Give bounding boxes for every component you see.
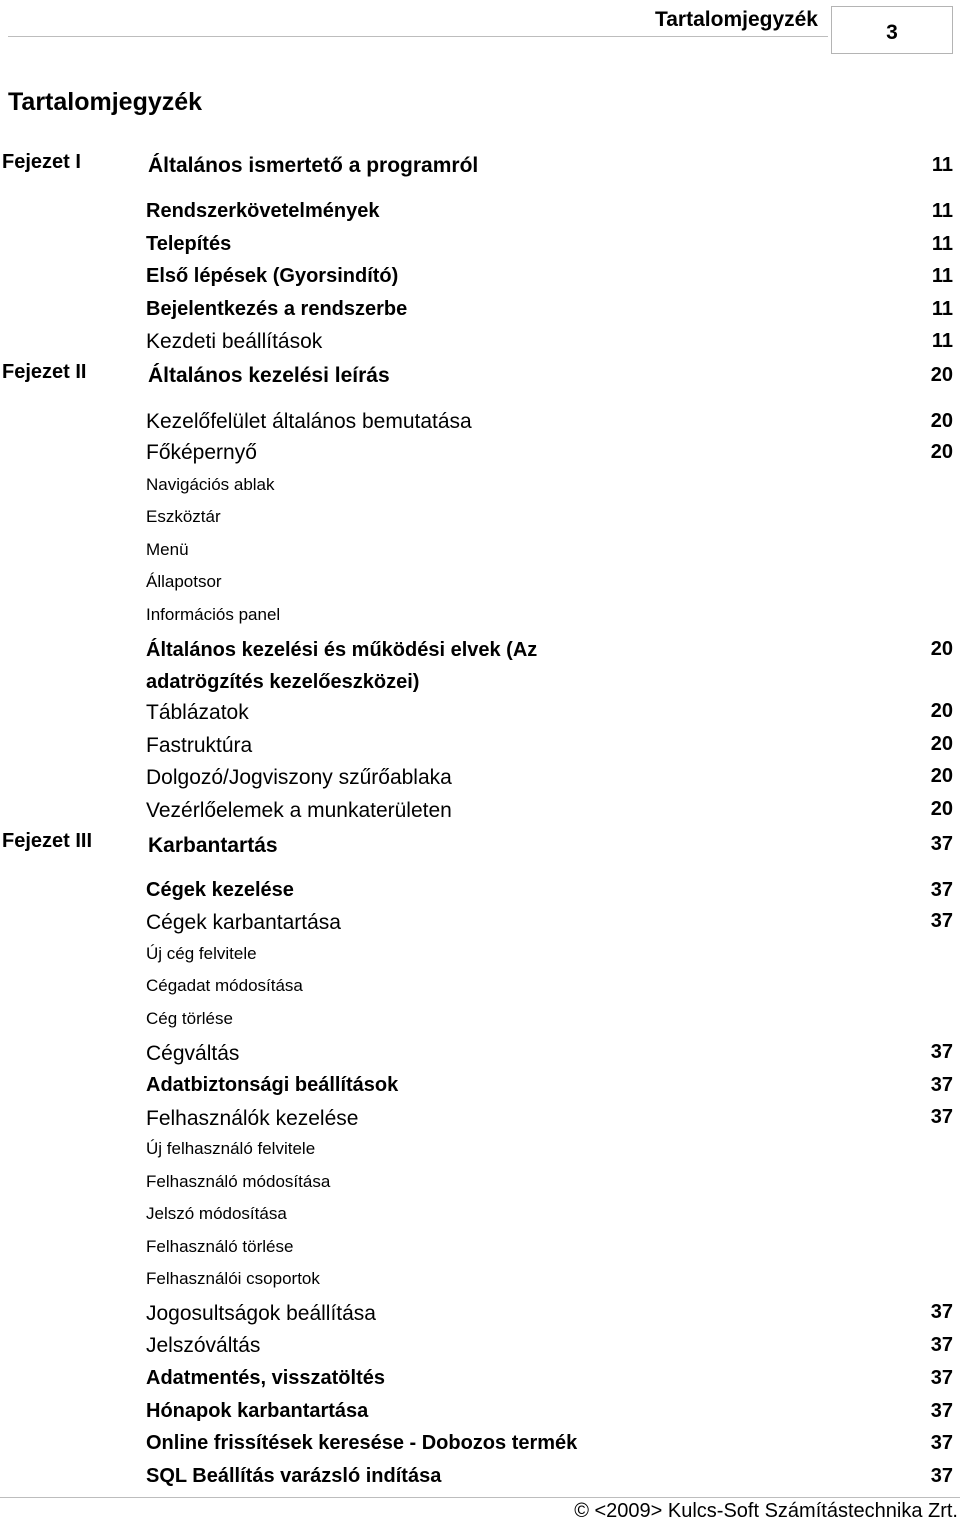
toc-link[interactable]: Eszköztár [146,507,221,526]
toc-link[interactable]: Vezérlőelemek a munkaterületen [146,799,452,822]
toc-link[interactable]: Általános ismertető a programról [148,154,479,177]
page-ref[interactable]: 20 [930,733,953,755]
page-ref[interactable]: 37 [930,879,953,901]
toc-link[interactable]: Rendszerkövetelmények [146,200,380,222]
toc-link[interactable]: Új cég felvitele [146,944,257,963]
toc-link[interactable]: Általános kezelési leírás [148,364,390,387]
toc-link[interactable]: Online frissítések keresése - Dobozos termék [146,1432,578,1454]
toc-link[interactable]: Új felhasználó felvitele [146,1139,316,1158]
page-ref[interactable]: 20 [930,441,953,463]
toc-link[interactable]: Navigációs ablak [146,475,275,494]
page-ref[interactable]: 37 [930,1301,953,1323]
toc-link[interactable]: Főképernyő [146,441,257,464]
chapter-label: Fejezet I [2,151,81,173]
toc-link[interactable]: Állapotsor [146,572,222,591]
toc-link[interactable]: Jelszóváltás [146,1334,261,1357]
toc-link[interactable]: Kezdeti beállítások [146,330,323,353]
toc-link[interactable]: Táblázatok [146,701,249,724]
footer-rule [0,1497,960,1498]
page-number-box: 3 [831,6,953,54]
toc-link[interactable]: Jogosultságok beállítása [146,1302,376,1325]
page-ref[interactable]: 20 [930,798,953,820]
toc-link[interactable]: Első lépések (Gyorsindító) [146,265,399,287]
page-ref[interactable]: 20 [930,638,953,660]
toc-link[interactable]: Karbantartás [148,834,278,857]
toc-link[interactable]: Felhasználó törlése [146,1237,294,1256]
toc-link[interactable]: Információs panel [146,605,281,624]
page-ref[interactable]: 20 [930,765,953,787]
chapter-label: Fejezet III [2,830,93,852]
toc-link[interactable]: Cég törlése [146,1009,233,1028]
toc-link[interactable]: Általános kezelési és működési elvek (Az adatrögzítés kezelőeszközei) [146,639,538,693]
page-ref[interactable]: 37 [930,1367,953,1389]
toc-link[interactable]: Cégek karbantartása [146,911,341,934]
page-ref[interactable]: 37 [930,1432,953,1454]
toc-link[interactable]: Menü [146,540,189,559]
chapter-label: Fejezet II [2,361,87,383]
toc-link[interactable]: Cégváltás [146,1042,240,1065]
toc-link[interactable]: Bejelentkezés a rendszerbe [146,298,408,320]
page-ref[interactable]: 20 [930,364,953,386]
toc-link[interactable]: Kezelőfelület általános bemutatása [146,410,472,433]
toc-link[interactable]: Hónapok karbantartása [146,1400,369,1422]
footer-copyright: © <2009> Kulcs-Soft Számítástechnika Zrt. [574,1500,958,1522]
page-ref[interactable]: 37 [930,1465,953,1487]
page-ref[interactable]: 11 [931,154,953,176]
header-rule [8,36,828,37]
page-ref[interactable]: 20 [930,410,953,432]
toc-link[interactable]: Cégadat módosítása [146,976,303,995]
toc-link[interactable]: SQL Beállítás varázsló indítása [146,1465,442,1487]
header-section-title: Tartalomjegyzék [654,8,818,31]
page-ref[interactable]: 11 [931,330,953,352]
toc-link[interactable]: Cégek kezelése [146,879,294,901]
page-ref[interactable]: 37 [930,1041,953,1063]
toc-link[interactable]: Telepítés [146,233,232,255]
page-ref[interactable]: 11 [931,298,953,320]
page-ref[interactable]: 37 [930,833,953,855]
page-ref[interactable]: 11 [931,200,953,222]
toc-link[interactable]: Jelszó módosítása [146,1204,287,1223]
toc-link[interactable]: Dolgozó/Jogviszony szűrőablaka [146,766,452,789]
page-ref[interactable]: 11 [931,265,953,287]
page-ref[interactable]: 37 [930,1400,953,1422]
toc-link[interactable]: Felhasználói csoportok [146,1269,320,1288]
page-ref[interactable]: 37 [930,1106,953,1128]
toc-link[interactable]: Felhasználó módosítása [146,1172,331,1191]
page-ref[interactable]: 11 [931,233,953,255]
page-ref[interactable]: 37 [930,910,953,932]
toc-link[interactable]: Fastruktúra [146,734,253,757]
toc-link[interactable]: Felhasználók kezelése [146,1107,359,1130]
toc-link[interactable]: Adatmentés, visszatöltés [146,1367,385,1389]
page-ref[interactable]: 37 [930,1074,953,1096]
page-ref[interactable]: 20 [930,700,953,722]
toc-link[interactable]: Adatbiztonsági beállítások [146,1074,399,1096]
page-title: Tartalomjegyzék [8,88,203,116]
page-ref[interactable]: 37 [930,1334,953,1356]
